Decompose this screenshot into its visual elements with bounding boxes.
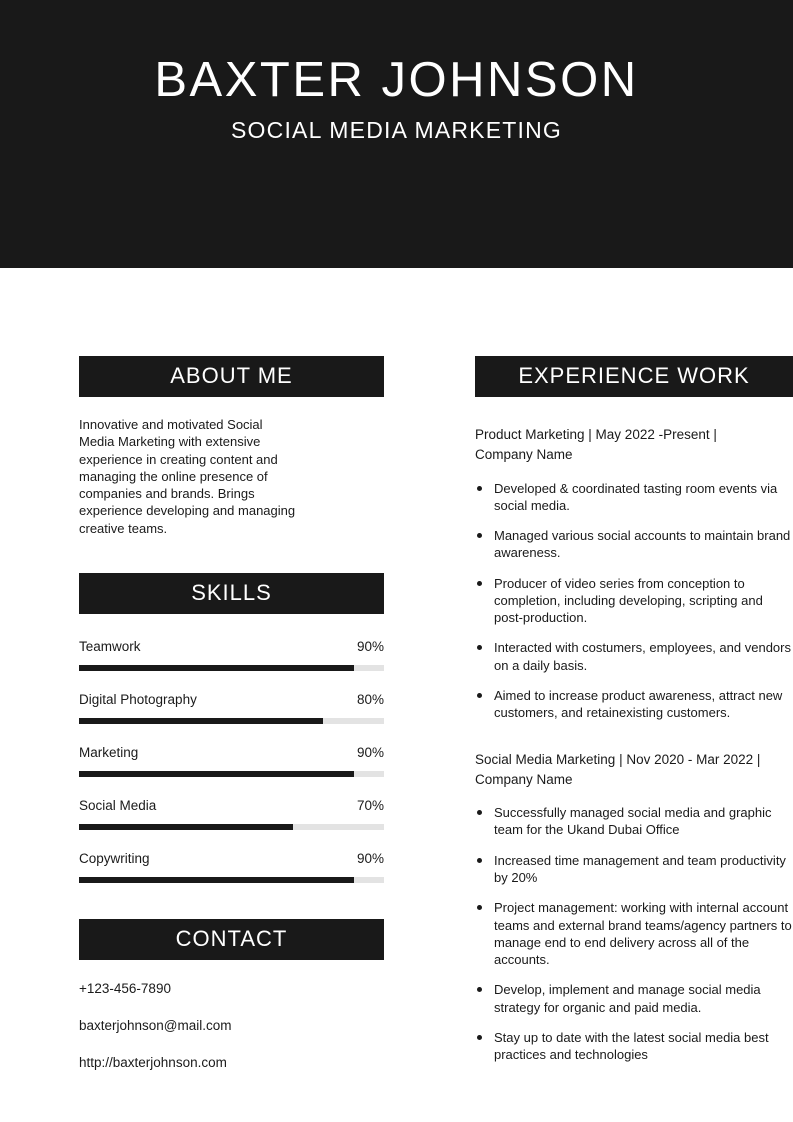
skills-section [79, 573, 384, 883]
experience-list [475, 425, 793, 1063]
skill-row [79, 639, 384, 654]
skill-bar-track [79, 718, 384, 724]
skill-bar-track [79, 771, 384, 777]
skill-row [79, 745, 384, 760]
skill-bar-track [79, 824, 384, 830]
skills-list [79, 639, 384, 883]
skill-bar-fill [79, 877, 354, 883]
candidate-name: BAXTER JOHNSON [154, 53, 639, 107]
contact-list [79, 981, 384, 1070]
skill-bar-fill [79, 718, 323, 724]
skill-name: Marketing [79, 744, 139, 760]
skill-bar-track [79, 877, 384, 883]
skill-row [79, 798, 384, 813]
skill-item [79, 745, 384, 777]
contact-item[interactable]: http://baxterjohnson.com [79, 1054, 227, 1070]
skill-bar-fill [79, 771, 354, 777]
job-bullet: Managed various social accounts to maintain brand awareness. [475, 527, 793, 562]
skill-percent: 90% [356, 850, 384, 866]
skills-heading: SKILLS [79, 573, 384, 614]
skill-row [79, 692, 384, 707]
contact-item[interactable]: +123-456-7890 [79, 980, 171, 996]
experience-item [475, 750, 793, 1064]
candidate-title: SOCIAL MEDIA MARKETING [231, 117, 562, 143]
right-column [475, 356, 793, 1092]
skill-item [79, 692, 384, 724]
job-title: Product Marketing | May 2022 -Present | Company Name [475, 427, 717, 463]
skill-bar-track [79, 665, 384, 671]
job-bullet: Developed & coordinated tasting room events via social media. [475, 480, 793, 515]
contact-section [79, 919, 384, 1070]
job-bullet: Develop, implement and manage social media strategy for organic and paid media. [475, 981, 793, 1016]
experience-heading: EXPERIENCE WORK [475, 356, 793, 397]
job-bullet: Project management: working with internal account teams and external brand teams/agency partners to manage end to end delivery across all of the accounts. [475, 899, 793, 968]
job-title: Social Media Marketing | Nov 2020 - Mar 2022 | Company Name [475, 751, 761, 787]
job-bullet: Interacted with costumers, employees, and vendors on a daily basis. [475, 639, 793, 674]
skill-name: Digital Photography [79, 691, 197, 707]
skill-name: Teamwork [79, 638, 141, 654]
job-bullet: Stay up to date with the latest social media best practices and technologies [475, 1029, 793, 1064]
experience-item [475, 425, 793, 722]
about-text: Innovative and motivated Social Media Marketing with extensive experience in creating content and managing the online presence of companies and brands. Brings experience developing and managing creative teams. [79, 417, 296, 536]
skill-item [79, 639, 384, 671]
skill-percent: 90% [356, 744, 384, 760]
skill-percent: 70% [356, 797, 384, 813]
skill-item [79, 798, 384, 830]
job-bullet: Successfully managed social media and graphic team for the Ukand Dubai Office [475, 804, 793, 839]
skill-bar-fill [79, 824, 293, 830]
skill-item [79, 851, 384, 883]
resume-body [0, 268, 793, 1092]
skill-percent: 80% [356, 691, 384, 707]
contact-heading: CONTACT [79, 919, 384, 960]
job-bullet: Producer of video series from conception to completion, including developing, scripting and post-production. [475, 575, 793, 627]
resume-header [0, 0, 793, 268]
skill-name: Copywriting [79, 850, 150, 866]
skill-percent: 90% [356, 638, 384, 654]
job-bullets [475, 804, 793, 1063]
about-heading: ABOUT ME [79, 356, 384, 397]
contact-item[interactable]: baxterjohnson@mail.com [79, 1017, 232, 1033]
job-bullet: Increased time management and team productivity by 20% [475, 852, 793, 887]
skill-row [79, 851, 384, 866]
job-bullets [475, 480, 793, 722]
skill-name: Social Media [79, 797, 157, 813]
job-bullet: Aimed to increase product awareness, attract new customers, and retainexisting customers. [475, 687, 793, 722]
left-column [79, 356, 384, 1092]
skill-bar-fill [79, 665, 354, 671]
